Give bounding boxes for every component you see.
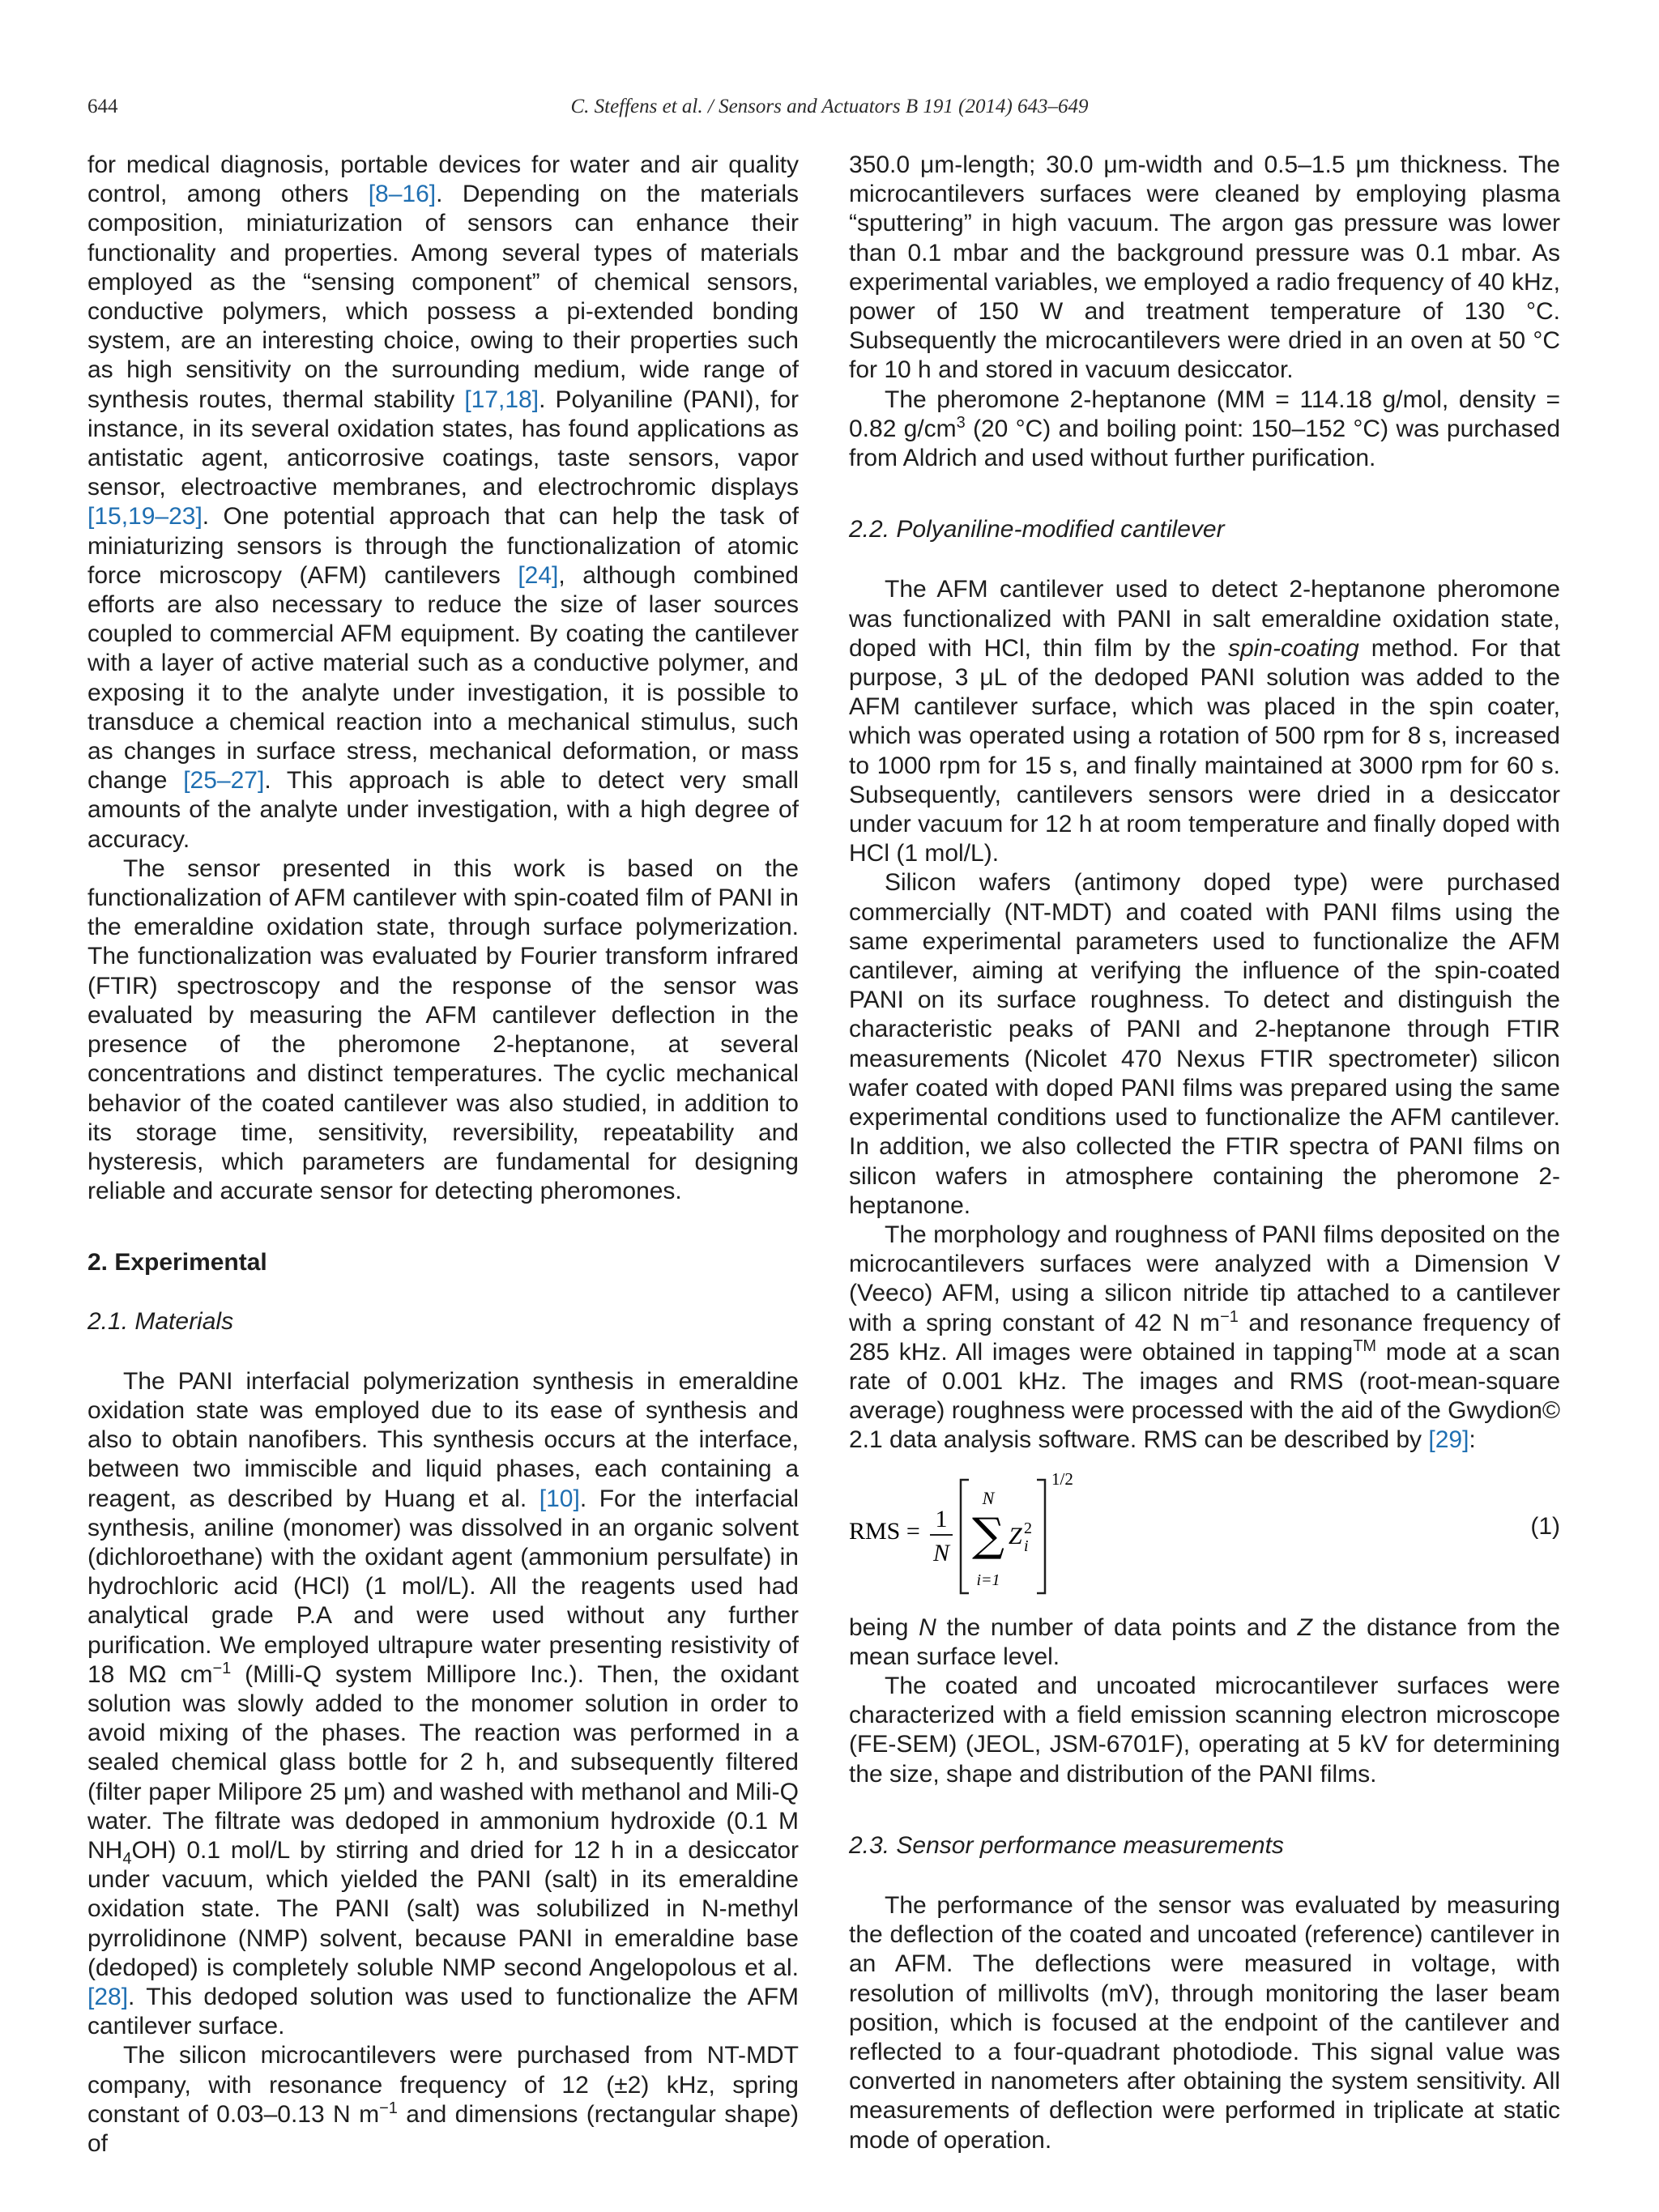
equation-term: Z [1009,1522,1022,1549]
equation-fraction-denominator: N [932,1539,950,1566]
paragraph-cantilever-cleaning: 350.0 μm-length; 30.0 μm-width and 0.5–1.5 μm thickness. The microcantilevers surfaces were cleaned by employing plasma “sputtering” in high vacuum. The argon gas pressure was lower than 0.1 mbar and the background pressure was 0.1 mbar. As experimental variables, we employed a radio frequency of 40 kHz, power of 150 W and treatment temperature of 130 °C. Subsequently the microcantilevers were dried in an oven at 50 °C for 10 h and stored in vacuum desiccator. [849,151,1560,384]
equation-rms [849,1464,1560,1605]
citation-link[interactable]: [28] [87,1983,129,2010]
citation-link[interactable]: [24] [518,561,559,589]
paragraph-silicon-wafers: Silicon wafers (antimony doped type) were purchased commercially (NT-MDT) and coated with PANI films using the same experimental parameters used to functionalize the AFM cantilever, aiming at verifying the influence of the spin-coated PANI on its surface roughness. To detect and distinguish the characteristic peaks of PANI and 2-heptanone through FTIR measurements (Nicolet 470 Nexus FTIR spectrometer) silicon wafer coated with doped PANI films was prepared using the same experimental conditions used to functionalize the AFM cantilever. In addition, we also collected the FTIR spectra of PANI films on silicon wafers in atmosphere containing the pheromone 2-heptanone. [849,869,1560,1219]
paragraph-pani-synthesis: The PANI interfacial polymerization synthesis in emeraldine oxidation state was employed due to its ease of synthesis and also to obtain nanofibers. This synthesis occurs at the interface, between two immiscible and liquid phases, each containing a reagent, as described by Huang et al. [10]. For the interfacial synthesis, aniline (monomer) was dissolved in an organic solvent (dichloroethane) with the oxidant agent (ammonium persulfate) in hydrochloric acid (HCl) (1 mol/L). All the reagents used had analytical grade P.A and were used without any further purification. We employed ultrapure water presenting resistivity of 18 MΩ $cm^{-1}$ (Milli-Q system Millipore Inc.). Then, the oxidant solution was slowly added to the monomer solution in order to avoid mixing of the phases. The reaction was performed in a sealed chemical glass bottle for 2 h, and subsequently filtered (filter paper Milipore 25 μm) and washed with methanol and Mili-Q water. The filtrate was dedoped in ammonium hydroxide (0.1 M $NH_4OH$) 0.1 mol/L by stirring and dried for 12 h in a desiccator under vacuum, which yielded the PANI (salt) in its emeraldine oxidation state. The PANI (salt) was solubilized in N-methyl pyrrolidinone (NMP) solvent, because PANI in emeraldine base (dedoped) is completely soluble NMP second Angelopolous et al. [28]. This dedoped solution was used to functionalize the AFM cantilever surface. [87,1367,800,2040]
citation-link[interactable]: [25–27] [183,767,265,795]
citation-link[interactable]: [15,19–23] [87,503,203,531]
paragraph-afm-morphology: The morphology and roughness of PANI films deposited on the microcantilevers surfaces were analyzed with a Dimension V (Veeco) AFM, using a silicon nitride tip attached to a cantilever with a spring constant of 42 N $m^{-1}$ and resonance frequency of 285 kHz. All images were obtained in tapping™ mode at a scan rate of 0.001 kHz. The images and RMS (root-mean-square average) roughness were processed with the aid of the Gwydion© 2.1 data analysis software. RMS can be described by [29]: [849,1221,1560,1454]
equation-graphic [849,1464,1092,1605]
subsection-heading-polyaniline: 2.2. Polyaniline-modified cantilever [849,516,1225,543]
equation-number: (1) [1530,1512,1560,1540]
citation-link[interactable]: [10] [539,1485,580,1512]
section-heading-experimental: 2. Experimental [87,1249,267,1276]
subsection-heading-sensor-performance: 2.3. Sensor performance measurements [849,1831,1284,1859]
paragraph-sensor-overview: The sensor presented in this work is based on the functionalization of AFM cantilever with spin-coated film of PANI in the emeraldine oxidation state, through surface polymerization. The functionalization was evaluated by Fourier transform infrared (FTIR) spectroscopy and the response of the sensor was evaluated by measuring the AFM cantilever deflection in the presence of the pheromone 2-heptanone, at several concentrations and distinct temperatures. The cyclic mechanical behavior of the coated cantilever was also studied, in addition to its storage time, sensitivity, reversibility, repeatability and hysteresis, which parameters are fundamental for designing reliable and accurate sensor for detecting pheromones. [87,855,799,1205]
summation-symbol: ∑ [972,1508,1004,1562]
paragraph-microcantilevers: The silicon microcantilevers were purchased from NT-MDT company, with resonance frequency of 12 (±2) kHz, spring constant of 0.03–0.13 N $m^{-1}$ and dimensions (rectangular shape) of [87,2042,799,2157]
citation-link[interactable]: [17,18] [464,386,539,413]
left-column [87,151,799,2159]
sum-lower-limit: i=1 [976,1571,1000,1589]
paragraph-fe-sem: The coated and uncoated microcantilever surfaces were characterized with a field emission scanning electron microscope (FE-SEM) (JEOL, JSM-6701F), operating at 5 kV for determining the size, shape and distribution of the PANI films. [849,1672,1560,1788]
equation-term-subscript: i [1024,1536,1029,1555]
page-header [87,96,1572,128]
citation-link[interactable]: [29] [1428,1426,1469,1454]
right-bracket [1037,1480,1045,1593]
paragraph-rms-definitions: being N the number of data points and Z the distance from the mean surface level. [849,1613,1560,1670]
equation-term-superscript: 2 [1024,1519,1032,1537]
paragraph-spin-coating: The AFM cantilever used to detect 2-heptanone pheromone was functionalized with PANI in salt emeraldine oxidation state, doped with HCl, thin film by the spin-coating method. For that purpose, 3 μL of the dedoped PANI solution was added to the AFM cantilever surface, which was placed in the spin coater, which was operated using a rotation of 500 rpm for 8 s, increased to 1000 rpm for 15 s, and finally maintained at 3000 rpm for 60 s. Subsequently, cantilevers sensors were dried in a desiccator under vacuum for 12 h at room temperature and finally doped with HCl (1 mol/L). [849,576,1560,867]
sum-upper-limit: N [982,1487,995,1508]
page-number: 644 [87,96,118,117]
paragraph-pheromone: The pheromone 2-heptanone (MM = 114.18 g/mol, density = 0.82 $g/cm^3$ (20 °C) and boiling point: 150–152 °C) was purchased from Aldrich and used without further purification. [849,386,1561,472]
paragraph-performance: The performance of the sensor was evaluated by measuring the deflection of the coated and uncoated (reference) cantilever in an AFM. The deflections were measured in voltage, with resolution of millivolts (mV), through monitoring the laser beam position, which is focused at the endpoint of the cantilever and reflected to a four-quadrant photodiode. This signal value was converted in nanometers after obtaining the system sensitivity. All measurements of deflection were performed in triplicate at static mode of operation. [849,1891,1560,2154]
equation-lhs: RMS = [849,1517,920,1545]
subsection-heading-materials: 2.1. Materials [87,1307,234,1335]
equation-fraction-numerator: 1 [935,1505,948,1532]
right-column [849,151,1560,2155]
equation-exponent: 1/2 [1051,1468,1073,1489]
citation-link[interactable]: [8–16] [368,181,437,208]
left-bracket [961,1480,969,1593]
paragraph-intro-continued: for medical diagnosis, portable devices for water and air quality control, among others [8–16]. Depending on the materials composition, miniaturization of sensors can enhance their functionality and properties. Among several types of materials employed as the “sensing component” of chemical sensors, conductive polymers, which possess a pi-extended bonding system, are an interesting choice, owing to their properties such as high sensitivity on the surrounding medium, wide range of synthesis routes, thermal stability [17,18]. Polyaniline (PANI), for instance, in its several oxidation states, has found applications as antistatic agent, anticorrosive coatings, taste sensors, vapor sensor, electroactive membranes, and electrochromic displays [15,19–23]. One potential approach that can help the task of miniaturizing sensors is through the functionalization of atomic force microscopy (AFM) cantilevers [24], although combined efforts are also necessary to reduce the size of laser sources coupled to commercial AFM equipment. By coating the cantilever with a layer of active material such as a conductive polymer, and exposing it to the analyte under investigation, it is possible to transduce a chemical reaction into a mechanical stimulus, such as changes in surface stress, mechanical deformation, or mass change [25–27]. This approach is able to detect very small amounts of the analyte under investigation, with a high degree of accuracy. [87,151,799,853]
running-title: C. Steffens et al. / Sensors and Actuators B 191 (2014) 643–649 [570,96,1089,117]
